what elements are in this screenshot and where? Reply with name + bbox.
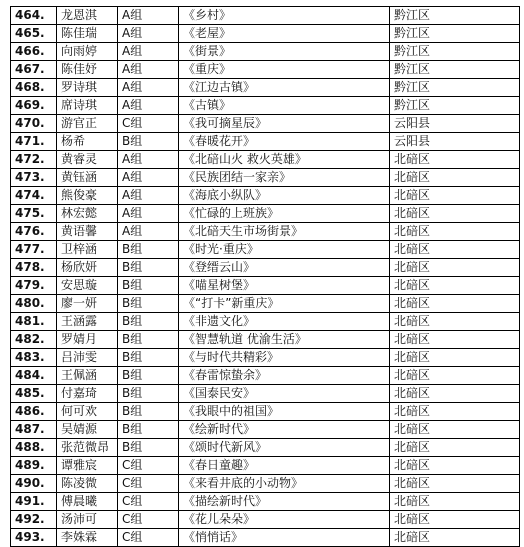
artwork-title: 《绘新时代》 [179,421,390,439]
group-label: B组 [118,241,179,259]
table-row [11,367,520,385]
region-name: 黔江区 [390,79,520,97]
region-name: 北碚区 [390,385,520,403]
entry-number: 473. [11,169,57,187]
table-row [11,493,520,511]
group-label: B组 [118,385,179,403]
student-name: 廖一妍 [57,295,118,313]
group-label: B组 [118,313,179,331]
region-name: 黔江区 [390,61,520,79]
group-label: C组 [118,511,179,529]
table-row [11,25,520,43]
student-name: 李姝霖 [57,529,118,547]
artwork-title: 《来看井底的小动物》 [179,475,390,493]
table-row [11,241,520,259]
group-label: A组 [118,187,179,205]
table-row [11,421,520,439]
region-name: 北碚区 [390,169,520,187]
artwork-title: 《时光·重庆》 [179,241,390,259]
artwork-title: 《重庆》 [179,61,390,79]
entry-number: 492. [11,511,57,529]
artwork-title: 《江边古镇》 [179,79,390,97]
student-name: 游官正 [57,115,118,133]
student-name: 汤沛可 [57,511,118,529]
entry-number: 470. [11,115,57,133]
table-row [11,331,520,349]
table-row [11,223,520,241]
region-name: 北碚区 [390,313,520,331]
artwork-title: 《民族团结一家亲》 [179,169,390,187]
artwork-title: 《花儿朵朵》 [179,511,390,529]
table-row [11,43,520,61]
region-name: 北碚区 [390,457,520,475]
group-label: A组 [118,7,179,25]
table-row [11,115,520,133]
group-label: C组 [118,475,179,493]
group-label: C组 [118,457,179,475]
region-name: 北碚区 [390,151,520,169]
entry-number: 476. [11,223,57,241]
student-name: 罗婧月 [57,331,118,349]
artwork-title: 《登缙云山》 [179,259,390,277]
entry-number: 480. [11,295,57,313]
region-name: 北碚区 [390,367,520,385]
region-name: 北碚区 [390,187,520,205]
region-name: 云阳县 [390,115,520,133]
group-label: B组 [118,277,179,295]
region-name: 黔江区 [390,7,520,25]
artwork-title: 《喵星树堡》 [179,277,390,295]
entry-number: 483. [11,349,57,367]
table-row [11,277,520,295]
entry-number: 484. [11,367,57,385]
artwork-title: 《春日童趣》 [179,457,390,475]
entry-number: 482. [11,331,57,349]
entry-number: 477. [11,241,57,259]
region-name: 黔江区 [390,43,520,61]
entry-number: 488. [11,439,57,457]
table-row [11,439,520,457]
entry-number: 491. [11,493,57,511]
group-label: A组 [118,169,179,187]
region-name: 北碚区 [390,241,520,259]
artwork-title: 《悄悄话》 [179,529,390,547]
student-name: 王涵露 [57,313,118,331]
artwork-title: 《古镇》 [179,97,390,115]
table-row [11,457,520,475]
student-name: 谭雅宸 [57,457,118,475]
table-row [11,205,520,223]
group-label: B组 [118,367,179,385]
student-name: 黄钰涵 [57,169,118,187]
entry-number: 466. [11,43,57,61]
student-name: 陈佳瑞 [57,25,118,43]
group-label: B组 [118,331,179,349]
table-row [11,151,520,169]
artwork-title: 《老屋》 [179,25,390,43]
table-row [11,259,520,277]
student-name: 王佩涵 [57,367,118,385]
student-name: 付嘉琦 [57,385,118,403]
table-row [11,403,520,421]
student-name: 向雨婷 [57,43,118,61]
entry-number: 490. [11,475,57,493]
artwork-title: 《非遗文化》 [179,313,390,331]
entry-number: 471. [11,133,57,151]
region-name: 北碚区 [390,259,520,277]
region-name: 北碚区 [390,475,520,493]
group-label: B组 [118,349,179,367]
table-row [11,61,520,79]
student-name: 龙恩淇 [57,7,118,25]
region-name: 北碚区 [390,349,520,367]
artwork-title: 《海底小纵队》 [179,187,390,205]
table-row [11,313,520,331]
region-name: 云阳县 [390,133,520,151]
artwork-title: 《忙碌的上班族》 [179,205,390,223]
student-name: 陈佳妤 [57,61,118,79]
region-name: 黔江区 [390,97,520,115]
table-row [11,79,520,97]
table-row [11,133,520,151]
entry-number: 468. [11,79,57,97]
group-label: B组 [118,439,179,457]
region-name: 北碚区 [390,421,520,439]
artwork-title: 《国泰民安》 [179,385,390,403]
entry-number: 479. [11,277,57,295]
student-name: 罗诗琪 [57,79,118,97]
group-label: A组 [118,205,179,223]
group-label: C组 [118,115,179,133]
entry-number: 472. [11,151,57,169]
entry-number: 481. [11,313,57,331]
table-row [11,7,520,25]
student-name: 杨希 [57,133,118,151]
region-name: 北碚区 [390,529,520,547]
student-name: 安思璇 [57,277,118,295]
entry-number: 474. [11,187,57,205]
entry-number: 475. [11,205,57,223]
student-name: 卫梓涵 [57,241,118,259]
student-name: 杨欣妍 [57,259,118,277]
entry-number: 493. [11,529,57,547]
entry-number: 487. [11,421,57,439]
group-label: A组 [118,223,179,241]
group-label: A组 [118,25,179,43]
group-label: A组 [118,151,179,169]
group-label: A组 [118,61,179,79]
table-row [11,169,520,187]
group-label: C组 [118,529,179,547]
student-name: 吕沛雯 [57,349,118,367]
artwork-title: 《北碚山火 救火英雄》 [179,151,390,169]
region-name: 北碚区 [390,223,520,241]
region-name: 北碚区 [390,205,520,223]
artwork-title: 《我眼中的祖国》 [179,403,390,421]
artwork-title: 《与时代共精彩》 [179,349,390,367]
table-row [11,385,520,403]
entry-number: 467. [11,61,57,79]
student-name: 陈凌微 [57,475,118,493]
table-row [11,349,520,367]
artwork-title: 《描绘新时代》 [179,493,390,511]
entry-number: 464. [11,7,57,25]
entry-number: 465. [11,25,57,43]
region-name: 北碚区 [390,439,520,457]
student-name: 吴婧源 [57,421,118,439]
region-name: 北碚区 [390,511,520,529]
group-label: B组 [118,259,179,277]
entry-number: 469. [11,97,57,115]
group-label: B组 [118,295,179,313]
artwork-title: 《北碚天生市场街景》 [179,223,390,241]
student-name: 林宏懿 [57,205,118,223]
student-name: 熊俊豪 [57,187,118,205]
group-label: C组 [118,493,179,511]
region-name: 北碚区 [390,295,520,313]
student-name: 席诗琪 [57,97,118,115]
student-name: 黄语馨 [57,223,118,241]
region-name: 黔江区 [390,25,520,43]
group-label: A组 [118,97,179,115]
table-row [11,475,520,493]
entry-number: 486. [11,403,57,421]
artwork-title: 《颂时代新风》 [179,439,390,457]
region-name: 北碚区 [390,493,520,511]
entry-number: 489. [11,457,57,475]
artwork-title: 《智慧轨道 优渝生活》 [179,331,390,349]
group-label: A组 [118,43,179,61]
student-name: 黄睿灵 [57,151,118,169]
table-row [11,295,520,313]
artwork-title: 《春雷惊蛰余》 [179,367,390,385]
group-label: A组 [118,79,179,97]
table-row [11,97,520,115]
region-name: 北碚区 [390,331,520,349]
artwork-title: 《春暖花开》 [179,133,390,151]
student-name: 张范微昂 [57,439,118,457]
region-name: 北碚区 [390,277,520,295]
group-label: B组 [118,403,179,421]
table-row [11,511,520,529]
group-label: B组 [118,133,179,151]
table-row [11,187,520,205]
artwork-title: 《“打卡”新重庆》 [179,295,390,313]
student-name: 傅晨曦 [57,493,118,511]
student-name: 何可欢 [57,403,118,421]
award-list-body [11,7,520,547]
artwork-title: 《我可摘星辰》 [179,115,390,133]
artwork-title: 《街景》 [179,43,390,61]
table-row [11,529,520,547]
entry-number: 485. [11,385,57,403]
entry-number: 478. [11,259,57,277]
award-list-table [10,6,520,547]
region-name: 北碚区 [390,403,520,421]
artwork-title: 《乡村》 [179,7,390,25]
group-label: B组 [118,421,179,439]
